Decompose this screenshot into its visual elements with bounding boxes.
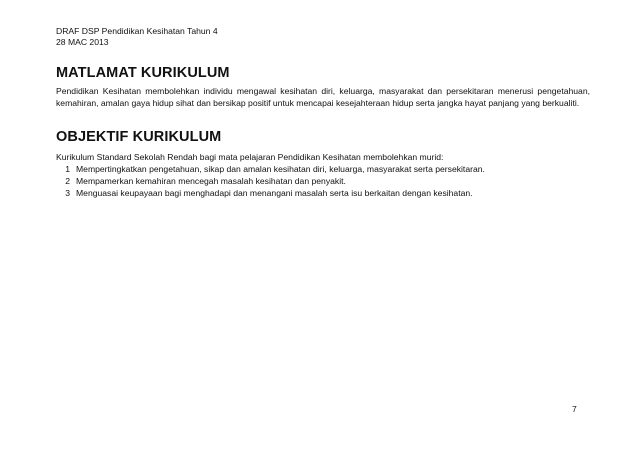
objektif-item-number: 2 [65, 176, 70, 186]
document-page [56, 26, 590, 199]
matlamat-paragraph: Pendidikan Kesihatan membolehkan individu mengawal kesihatan diri, keluarga, masyarakat dan persekitaran menerusi pengetahuan, kemahiran, amalan gaya hidup sihat dan bersikap positif untuk mencapai kesejahteraan hidup serta jangka hayat panjang yang berkualiti. [56, 86, 590, 108]
document-header-date: 28 MAC 2013 [56, 37, 109, 47]
objektif-item-text: Mempertingkatkan pengetahuan, sikap dan amalan kesihatan diri, keluarga, masyarakat serta persekitaran. [76, 164, 485, 174]
objektif-intro: Kurikulum Standard Sekolah Rendah bagi mata pelajaran Pendidikan Kesihatan membolehkan murid: [56, 152, 444, 162]
objektif-list-item [56, 187, 590, 199]
matlamat-heading: MATLAMAT KURIKULUM [56, 65, 230, 81]
objektif-heading: OBJEKTIF KURIKULUM [56, 129, 222, 145]
objektif-list [56, 163, 590, 199]
page-number: 7 [572, 404, 577, 414]
objektif-item-text: Mempamerkan kemahiran mencegah masalah kesihatan dan penyakit. [76, 176, 346, 186]
objektif-item-number: 1 [65, 164, 70, 174]
document-header-title: DRAF DSP Pendidikan Kesihatan Tahun 4 [56, 26, 218, 36]
objektif-list-item [56, 175, 590, 187]
objektif-item-number: 3 [65, 188, 70, 198]
objektif-list-item [56, 163, 590, 175]
objektif-item-text: Menguasai keupayaan bagi menghadapi dan menangani masalah serta isu berkaitan dengan kesihatan. [76, 188, 473, 198]
